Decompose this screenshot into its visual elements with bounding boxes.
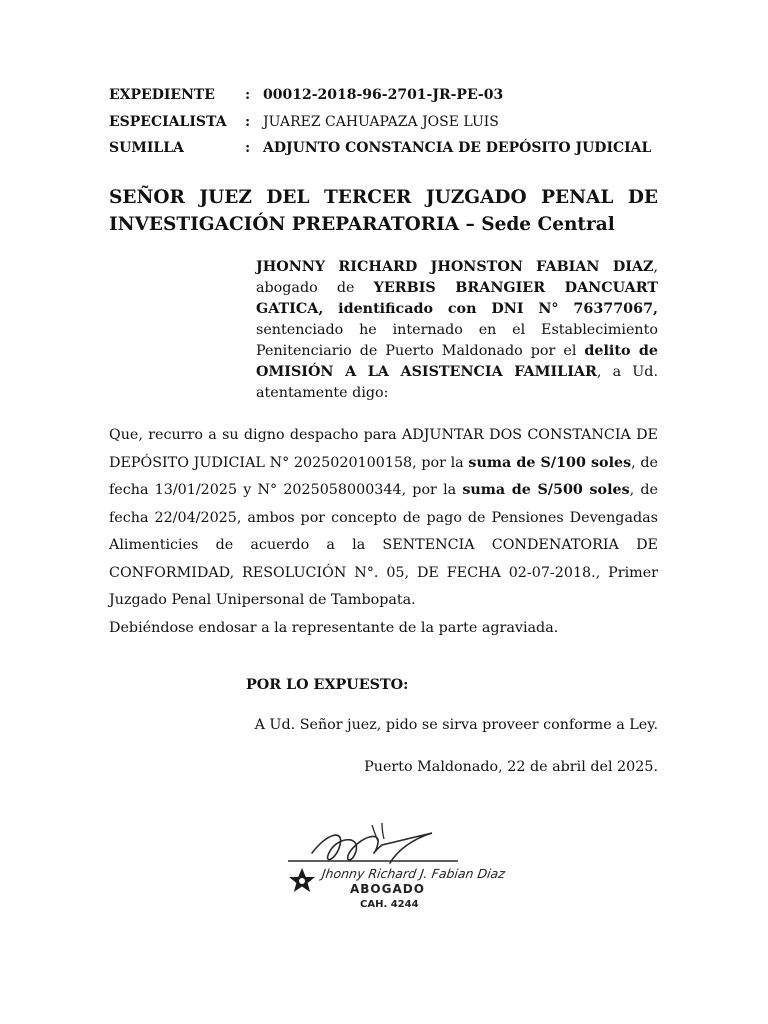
intro-paragraph xyxy=(256,257,658,404)
place-date: Puerto Maldonado, 22 de abril del 2025. xyxy=(364,759,658,775)
amount-100: suma de S/100 soles xyxy=(468,454,632,471)
sumilla-label: SUMILLA xyxy=(109,140,184,156)
header-sumilla xyxy=(109,140,651,156)
body-line-2-text: DEPÓSITO JUDICIAL N° 2025020100158, por la xyxy=(109,454,469,471)
stamp-role: ABOGADO xyxy=(350,882,425,896)
body-line-7: Juzgado Penal Unipersonal de Tambopata. xyxy=(109,592,416,608)
expediente-sep: : xyxy=(245,87,251,103)
body-line-2-end: , de xyxy=(631,454,658,471)
body-line-3-end: , de xyxy=(629,482,658,498)
body-line-3 xyxy=(109,477,658,505)
body-line-8: Debiéndose endosar a la representante de la parte agraviada. xyxy=(109,619,559,636)
closing-request: A Ud. Señor juez, pido se sirva proveer conforme a Ley. xyxy=(254,717,658,733)
addressee-line-1: SEÑOR JUEZ DEL TERCER JUZGADO PENAL DE xyxy=(109,187,658,208)
especialista-label: ESPECIALISTA xyxy=(109,114,227,130)
especialista-sep: : xyxy=(245,114,251,130)
client-name: YERBIS BRANGIER DANCUART GATICA, identificado con DNI N° 76377067, xyxy=(256,280,658,317)
body-line-2 xyxy=(109,450,658,478)
header-especialista xyxy=(109,114,499,130)
addressee xyxy=(109,184,658,238)
body-paragraph xyxy=(109,422,658,642)
intro-text-2: sentenciado he internado en el Establecimiento Penitenciario de Puerto Maldonado por el xyxy=(256,322,658,359)
lawyer-name: JHONNY RICHARD JHONSTON FABIAN DIAZ xyxy=(256,259,654,275)
amount-500: suma de S/500 soles xyxy=(462,482,630,498)
intro-text-1: , abogado de xyxy=(256,259,658,296)
intro-text-3: , a Ud. atentamente digo: xyxy=(256,364,658,401)
body-line-6: CONFORMIDAD, RESOLUCIÓN N°. 05, DE FECHA 02-07-2018., Primer xyxy=(109,564,658,581)
crime-description: delito de OMISIÓN A LA ASISTENCIA FAMILIAR xyxy=(256,343,658,380)
especialista-value: JUAREZ CAHUAPAZA JOSE LUIS xyxy=(263,114,499,130)
body-line-5: Alimenticies de acuerdo a la SENTENCIA CONDENATORIA DE xyxy=(109,537,658,553)
expediente-value: 00012-2018-96-2701-JR-PE-03 xyxy=(263,87,504,103)
sumilla-value: ADJUNTO CONSTANCIA DE DEPÓSITO JUDICIAL xyxy=(263,140,652,156)
addressee-line-2: INVESTIGACIÓN PREPARATORIA – Sede Central xyxy=(109,214,615,235)
stamp-name: Jhonny Richard J. Fabian Diaz xyxy=(320,866,506,881)
header-expediente xyxy=(109,87,503,103)
por-lo-expuesto: POR LO EXPUESTO: xyxy=(246,677,409,693)
body-line-4: fecha 22/04/2025, ambos por concepto de pago de Pensiones Devengadas xyxy=(109,509,658,526)
stamp-registration: CAH. 4244 xyxy=(360,899,419,910)
expediente-label: EXPEDIENTE xyxy=(109,87,215,103)
body-line-1: Que, recurro a su digno despacho para ADJUNTAR DOS CONSTANCIA DE xyxy=(109,427,658,443)
sumilla-sep: : xyxy=(245,140,251,156)
body-line-3-text: fecha 13/01/2025 y N° 2025058000344, por la xyxy=(109,482,463,498)
